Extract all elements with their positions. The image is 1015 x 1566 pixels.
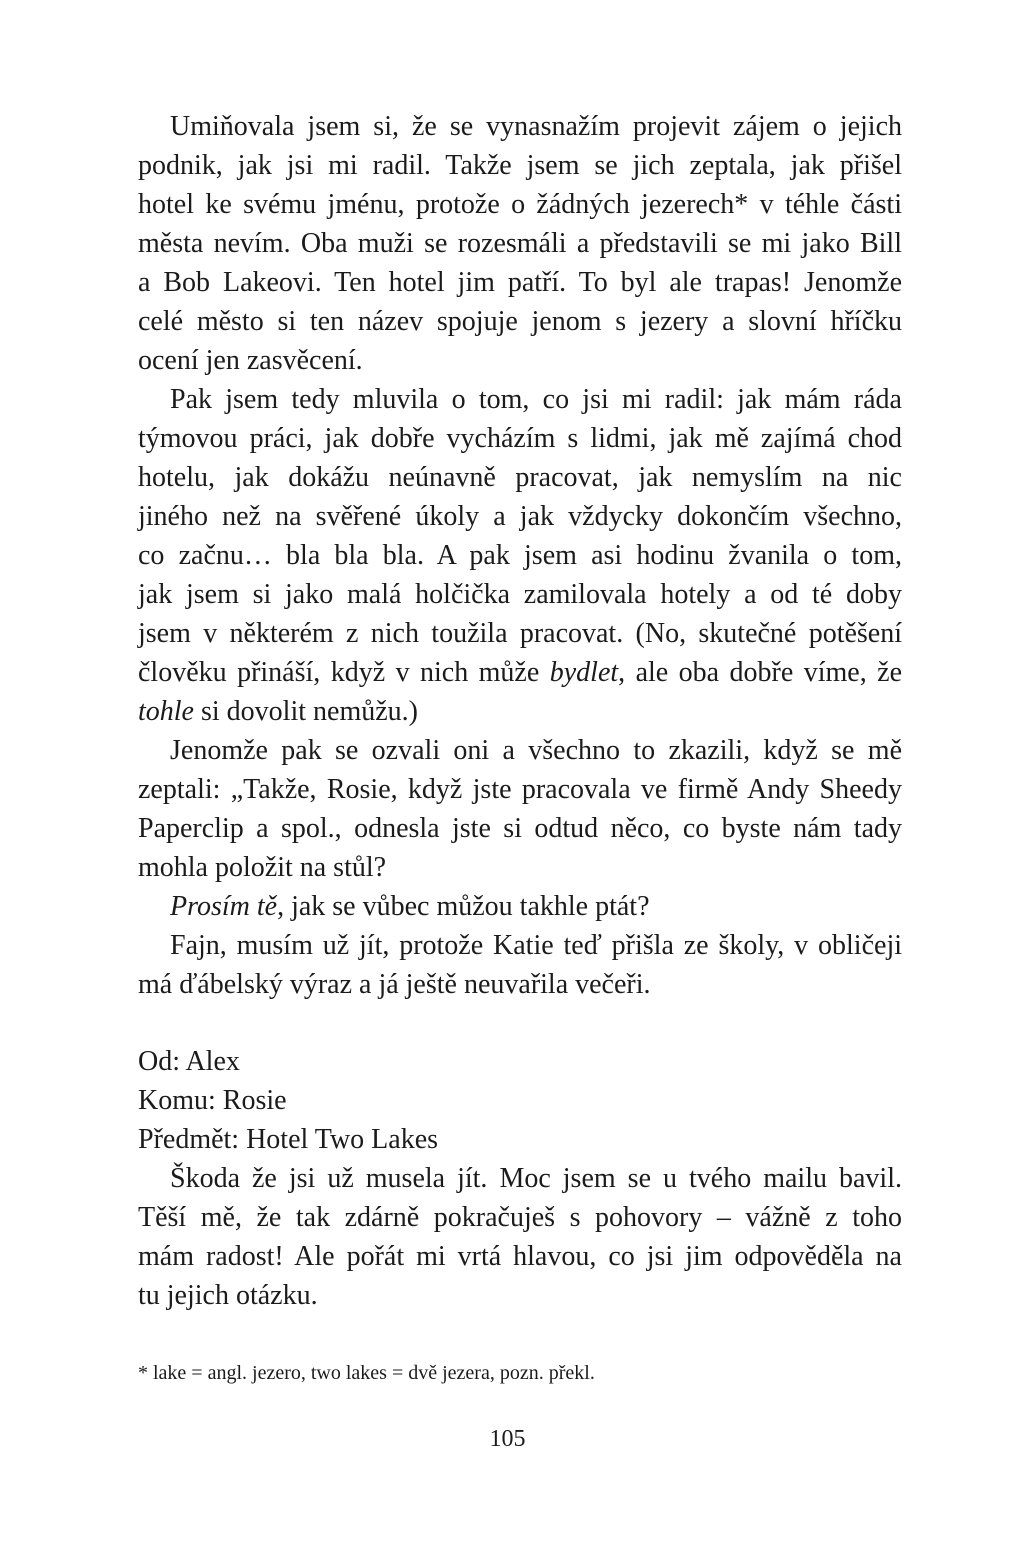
text-line: Pak jsem tedy mluvila o tom, co jsi mi radil: jak mám ráda [170, 384, 902, 415]
text-line: hotel ke svému jménu, protože o žádných jezerech* v téhle části [138, 189, 902, 220]
text-line: Umiňovala jsem si, že se vynasnažím projevit zájem o jejich [170, 111, 902, 142]
text-run: si dovolit nemůžu.) [194, 696, 418, 727]
email-to: Komu: Rosie [138, 1085, 287, 1116]
italic-emphasis: bydlet [549, 657, 619, 688]
text-line: celé město si ten název spojuje jenom s jezery a slovní hříčku [138, 306, 902, 337]
text-line: Těší mě, že tak zdárně pokračuješ s pohovory – vážně z toho [138, 1202, 902, 1233]
text-run: člověku přináší, když v nich může [138, 657, 550, 688]
text-line [138, 653, 902, 692]
text-run: , jak se vůbec můžou takhle ptát? [277, 891, 650, 922]
text-line [138, 692, 902, 731]
text-line [170, 887, 902, 926]
text-line: mohla položit na stůl? [138, 852, 387, 883]
text-line: Jenomže pak se ozvali oni a všechno to zkazili, když se mě [170, 735, 902, 766]
text-line: Fajn, musím už jít, protože Katie teď přišla ze školy, v obličeji [170, 930, 902, 961]
footnote: * lake = angl. jezero, two lakes = dvě jezera, pozn. překl. [138, 1362, 595, 1384]
email-subject: Předmět: Hotel Two Lakes [138, 1124, 439, 1155]
text-line: co začnu… bla bla bla. A pak jsem asi hodinu žvanila o tom, [138, 540, 902, 571]
page-number: 105 [489, 1426, 526, 1452]
text-line: týmovou práci, jak dobře vycházím s lidmi, jak mě zajímá chod [138, 423, 902, 454]
text-line: hotelu, jak dokážu neúnavně pracovat, jak nemyslím na nic [138, 462, 902, 493]
italic-emphasis: tohle [138, 696, 194, 727]
text-line: podnik, jak jsi mi radil. Takže jsem se jich zeptala, jak přišel [138, 150, 902, 181]
text-line: města nevím. Oba muži se rozesmáli a představili se mi jako Bill [138, 228, 902, 259]
text-run: , ale oba dobře víme, že [618, 657, 902, 688]
text-line: jsem v některém z nich toužila pracovat. (No, skutečné potěšení [138, 618, 902, 649]
text-line: tu jejich otázku. [138, 1280, 318, 1311]
text-line: a Bob Lakeovi. Ten hotel jim patří. To byl ale trapas! Jenomže [138, 267, 902, 298]
text-line: mám radost! Ale pořát mi vrtá hlavou, co jsi jim odpověděla na [138, 1241, 902, 1272]
text-line: zeptali: „Takže, Rosie, když jste pracovala ve firmě Andy Sheedy [138, 774, 902, 805]
text-line: jiného než na svěřené úkoly a jak vždycky dokončím všechno, [138, 501, 902, 532]
italic-emphasis: Prosím tě [170, 891, 278, 922]
text-line: jak jsem si jako malá holčička zamilovala hotely a od té doby [138, 579, 902, 610]
text-line: ocení jen zasvěcení. [138, 345, 363, 376]
text-line: Škoda že jsi už musela jít. Moc jsem se u tvého mailu bavil. [170, 1163, 902, 1194]
text-line: má ďábelský výraz a já ještě neuvařila večeři. [138, 969, 651, 1000]
email-from: Od: Alex [138, 1046, 240, 1077]
text-line: Paperclip a spol., odnesla jste si odtud něco, co byste nám tady [138, 813, 902, 844]
